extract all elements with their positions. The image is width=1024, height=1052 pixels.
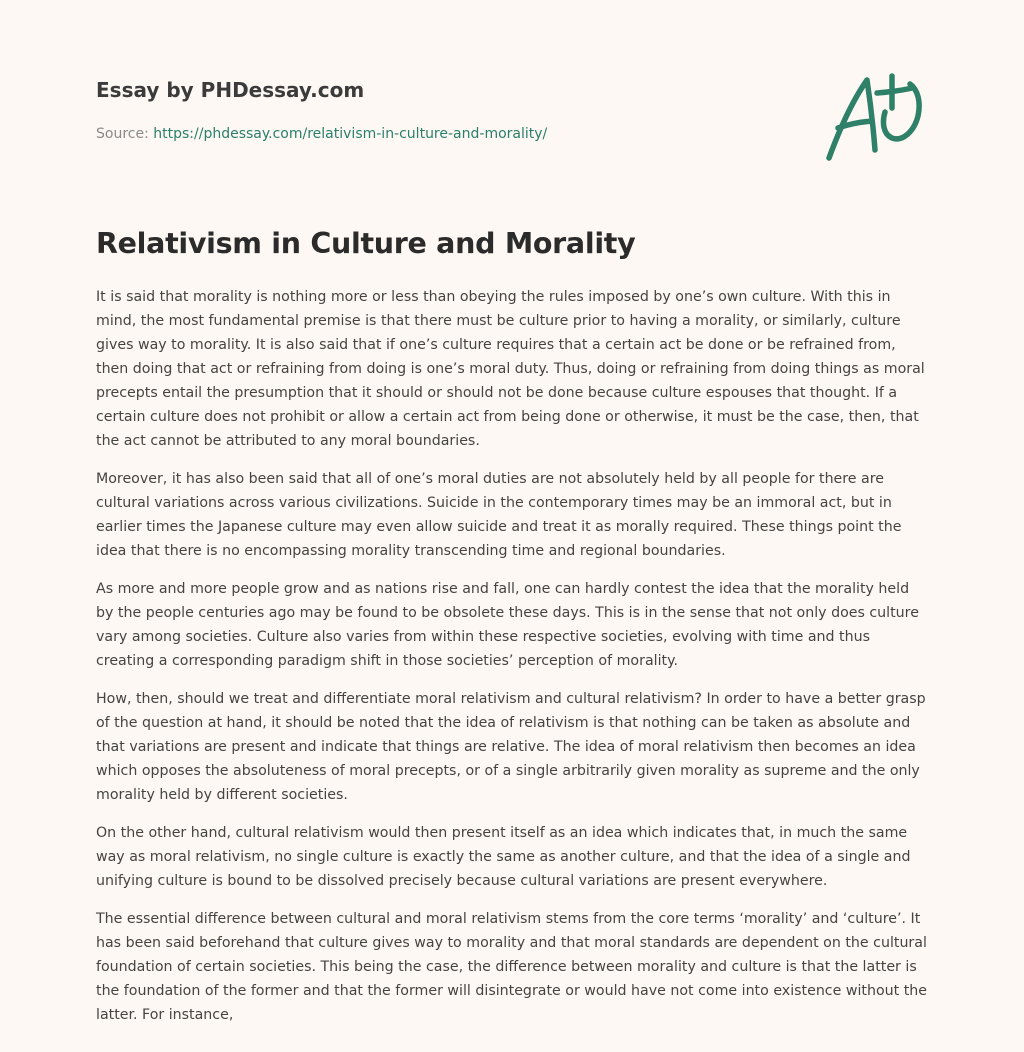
article-title: Relativism in Culture and Morality: [96, 227, 636, 260]
article-paragraph: As more and more people grow and as nations rise and fall, one can hardly contest the idea that the morality held by the people centuries ago may be found to be obsolete these days. This is in the sense that not only does culture vary among societies. Culture also varies from within these respective societies, evolving with time and thus creating a corresponding paradigm shift in those societies’ perception of morality.: [96, 581, 919, 669]
page-header: [96, 76, 816, 144]
article-paragraph: The essential difference between cultural and moral relativism stems from the core terms ‘morality’ and ‘culture’. It has been said beforehand that culture gives way to morality and that moral standards are dependent on the cultural foundation of certain societies. This being the case, the difference between morality and culture is that the latter is the foundation of the former and that the former will disintegrate or would have not come into existence without the latter. For instance,: [96, 911, 927, 1023]
source-line: [96, 124, 816, 144]
article-paragraph: How, then, should we treat and differentiate moral relativism and cultural relativism? In order to have a better grasp of the question at hand, it should be noted that the idea of relativism is that nothing can be taken as absolute and that variations are present and indicate that things are relative. The idea of moral relativism then becomes an idea which opposes the absoluteness of moral precepts, or of a single arbitrarily given morality as supreme and the only morality held by different societies.: [96, 691, 926, 803]
article-paragraph: On the other hand, cultural relativism would then present itself as an idea which indicates that, in much the same way as moral relativism, no single culture is exactly the same as another culture, and that the idea of a single and unifying culture is bound to be dissolved precisely because cultural variations are present everywhere.: [96, 825, 911, 889]
source-link[interactable]: https://phdessay.com/relativism-in-culture-and-morality/: [153, 126, 548, 142]
article-body: [96, 285, 930, 1041]
article-paragraph: It is said that morality is nothing more or less than obeying the rules imposed by one’s own culture. With this in mind, the most fundamental premise is that there must be culture prior to having a morality, or similarly, culture gives way to morality. It is also said that if one’s culture requires that a certain act be done or be refrained from, then doing that act or refraining from doing is one’s moral duty. Thus, doing or refraining from doing things as moral precepts entail the presumption that it should or should not be done because culture espouses that thought. If a certain culture does not prohibit or allow a certain act from being done or otherwise, it must be the case, then, that the act cannot be attributed to any moral boundaries.: [96, 289, 925, 449]
a-plus-logo-icon: [822, 66, 928, 166]
site-brand: Essay by PHDessay.com: [96, 78, 365, 102]
source-label: Source:: [96, 126, 154, 142]
article-paragraph: Moreover, it has also been said that all of one’s moral duties are not absolutely held by all people for there are cultural variations across various civilizations. Suicide in the contemporary times may be an immoral act, but in earlier times the Japanese culture may even allow suicide and treat it as morally required. These things point the idea that there is no encompassing morality transcending time and regional boundaries.: [96, 471, 902, 559]
